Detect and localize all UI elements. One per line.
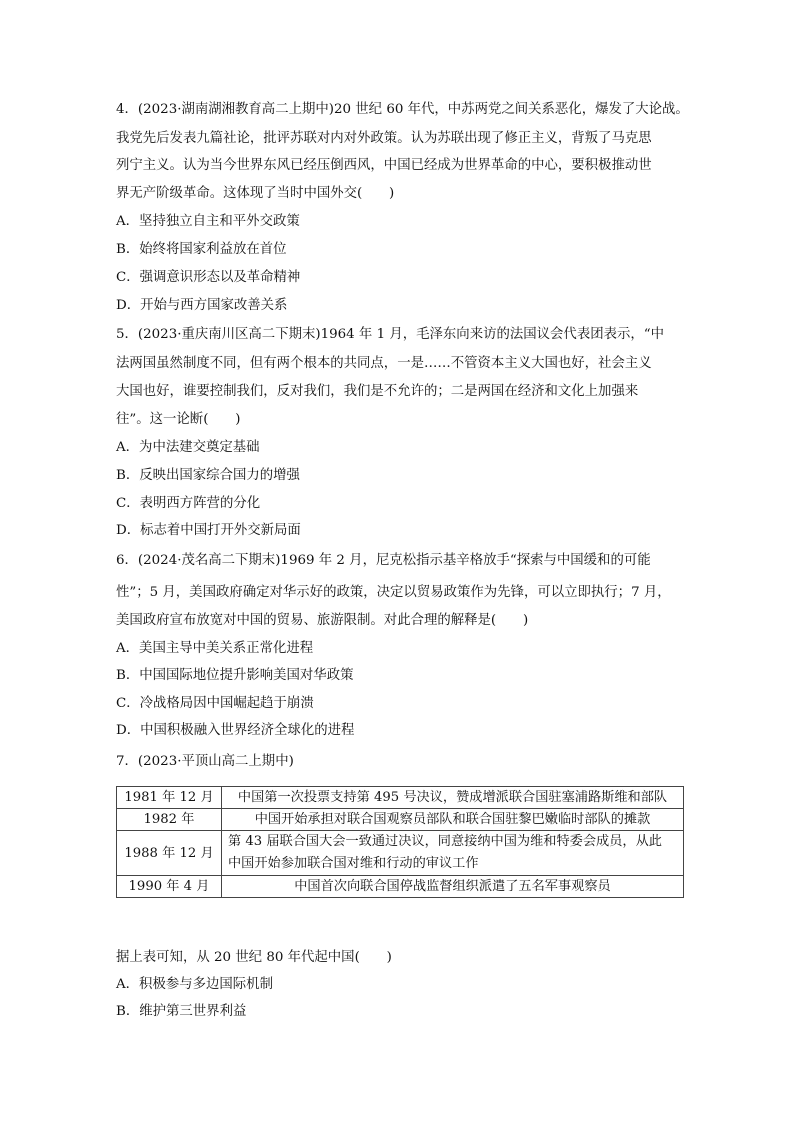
table-cell-date: 1990 年 4 月: [117, 876, 222, 898]
table-cell-date: 1982 年: [117, 809, 222, 831]
table-cell-event-line-2: 中国开始参加联合国对维和行动的审议工作: [228, 856, 479, 871]
question-4-option-d: D．开始与西方国家改善关系: [116, 298, 288, 313]
question-7-stem: 据上表可知，从 20 世纪 80 年代起中国( ): [116, 950, 392, 965]
question-6-line-1: 6．(2024·茂名高二下期末)1969 年 2 月，尼克松指示基辛格放手“探索与中国缓和的可能: [116, 553, 651, 568]
table-row: [117, 787, 684, 809]
table-row: [117, 876, 684, 898]
table-cell-event: [222, 831, 684, 876]
question-5-option-a: A．为中法建交奠定基础: [116, 440, 260, 455]
question-4-option-c: C．强调意识形态以及革命精神: [116, 270, 301, 285]
question-5-option-b: B．反映出国家综合国力的增强: [116, 468, 300, 483]
table-row: [117, 831, 684, 876]
question-5-line-2: 法两国虽然制度不同，但有两个根本的共同点，一是……不管资本主义大国也好，社会主义: [116, 356, 652, 371]
question-6-option-c: C．冷战格局因中国崛起趋于崩溃: [116, 696, 314, 711]
table-cell-event: 中国第一次投票支持第 495 号决议，赞成增派联合国驻塞浦路斯维和部队: [222, 787, 684, 809]
question-5-option-d: D．标志着中国打开外交新局面: [116, 523, 301, 538]
table-cell-event: 中国开始承担对联合国观察员部队和联合国驻黎巴嫩临时部队的摊款: [222, 809, 684, 831]
question-4-line-3: 列宁主义。认为当今世界东风已经压倒西风，中国已经成为世界革命的中心，要积极推动世: [116, 158, 652, 173]
question-4-line-1: 4．(2023·湖南湖湘教育高二上期中)20 世纪 60 年代，中苏两党之间关系恶化，爆发了大论战。: [116, 102, 689, 117]
question-6-option-a: A．美国主导中美关系正常化进程: [116, 641, 314, 656]
table-row: [117, 809, 684, 831]
question-7-option-b: B．维护第三世界利益: [116, 1004, 247, 1019]
question-4-option-b: B．始终将国家利益放在首位: [116, 242, 287, 257]
question-6-option-b: B．中国国际地位提升影响美国对华政策: [116, 668, 354, 683]
question-6-line-2: 性”；5 月，美国政府确定对华示好的政策，决定以贸易政策作为先锋，可以立即执行；7 月，: [116, 585, 671, 600]
question-4-line-4: 界无产阶级革命。这体现了当时中国外交( ): [116, 186, 395, 201]
question-5-line-4: 往”。这一论断( ): [116, 412, 241, 427]
question-5-line-3: 大国也好，谁要控制我们，反对我们，我们是不允许的；二是两国在经济和文化上加强来: [116, 384, 639, 399]
table-cell-date: 1981 年 12 月: [117, 787, 222, 809]
table-cell-event: 中国首次向联合国停战监督组织派遣了五名军事观察员: [222, 876, 684, 898]
question-6-line-3: 美国政府宣布放宽对中国的贸易、旅游限制。对此合理的解释是( ): [116, 613, 529, 628]
question-7-option-a: A．积极参与多边国际机制: [116, 977, 273, 992]
table-cell-event-line-1: 第 43 届联合国大会一致通过决议，同意接纳中国为维和特委会成员，从此: [228, 834, 662, 849]
question-6-option-d: D．中国积极融入世界经济全球化的进程: [116, 723, 355, 738]
table-cell-date: 1988 年 12 月: [117, 831, 222, 876]
question-7-header: 7．(2023·平顶山高二上期中): [116, 754, 294, 769]
events-table: [116, 786, 684, 898]
question-4-line-2: 我党先后发表九篇社论，批评苏联对内对外政策。认为苏联出现了修正主义，背叛了马克思: [116, 131, 652, 146]
question-4-option-a: A．坚持独立自主和平外交政策: [116, 214, 300, 229]
question-5-option-c: C．表明西方阵营的分化: [116, 496, 261, 511]
question-5-line-1: 5．(2023·重庆南川区高二下期末)1964 年 1 月，毛泽东向来访的法国议会代表团表示，“中: [116, 327, 665, 342]
